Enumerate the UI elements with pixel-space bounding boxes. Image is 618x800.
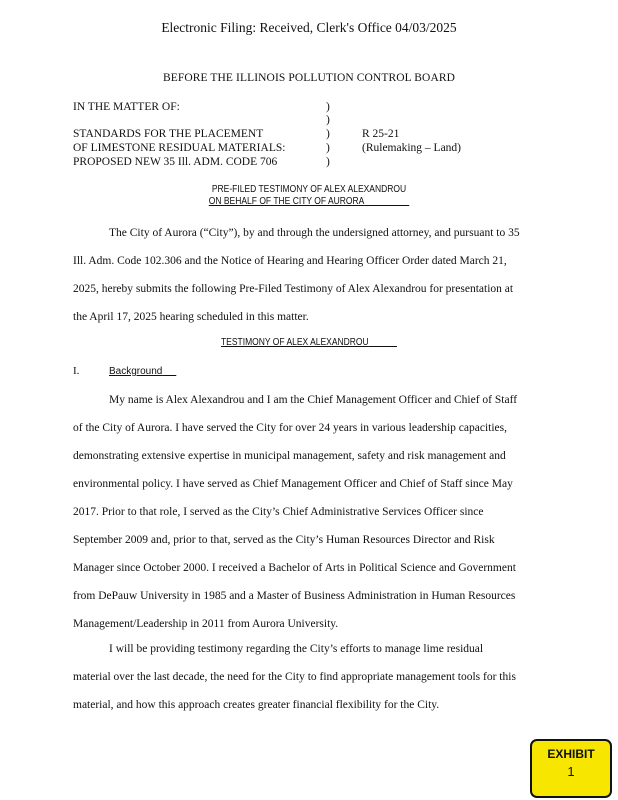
- paragraph-line: 2017. Prior to that role, I served as the City’s Chief Administrative Services Officer since: [73, 506, 484, 518]
- caption-paren: ): [326, 156, 330, 168]
- document-title: [46, 184, 571, 208]
- paragraph-line: environmental policy. I have served as Chief Management Officer and Chief of Staff since May: [73, 478, 513, 490]
- board-heading: BEFORE THE ILLINOIS POLLUTION CONTROL BOARD: [162, 72, 456, 84]
- caption-paren: ): [326, 114, 330, 126]
- intro-paragraph: [73, 219, 543, 331]
- paragraph-line: September 2009 and, prior to that, served as the City’s Human Resources Director and Risk: [73, 534, 495, 546]
- paragraph-line: The City of Aurora (“City”), by and through the undersigned attorney, and pursuant to 35: [109, 227, 520, 239]
- filing-stamp: Electronic Filing: Received, Clerk's Office 04/03/2025: [161, 20, 457, 35]
- document-title-line-2: [46, 196, 571, 208]
- caption-line-3: PROPOSED NEW 35 Ill. ADM. CODE 706: [73, 156, 278, 168]
- caption-line-1: STANDARDS FOR THE PLACEMENT: [73, 128, 264, 140]
- document-title-line-1: PRE-FILED TESTIMONY OF ALEX ALEXANDROU: [211, 184, 407, 195]
- paragraph-line: demonstrating extensive expertise in municipal management, safety and risk management and: [73, 450, 506, 462]
- caption-line-2: OF LIMESTONE RESIDUAL MATERIALS:: [73, 142, 286, 154]
- exhibit-sticker: [530, 739, 612, 798]
- efforts-paragraph: [73, 635, 543, 719]
- exhibit-label: EXHIBIT: [547, 747, 595, 761]
- paragraph-line: Ill. Adm. Code 102.306 and the Notice of Hearing and Hearing Officer Order dated March 21,: [73, 255, 507, 267]
- proceeding-type: (Rulemaking – Land): [362, 142, 462, 154]
- testimony-heading: [46, 337, 571, 348]
- paragraph-line: Manager since October 2000. I received a Bachelor of Arts in Political Science and Government: [73, 562, 516, 574]
- paragraph-line: 2025, hereby submits the following Pre-Filed Testimony of Alex Alexandrou for presentation at: [73, 283, 514, 295]
- caption-paren: ): [326, 128, 330, 140]
- section-title-text: Background: [109, 366, 163, 377]
- caption-paren: ): [326, 101, 330, 113]
- matter-label: IN THE MATTER OF:: [73, 101, 180, 113]
- caption-paren: ): [326, 142, 330, 154]
- section-title: [109, 366, 176, 377]
- section-number: I.: [73, 365, 80, 377]
- paragraph-line: the April 17, 2025 hearing scheduled in this matter.: [73, 311, 309, 323]
- testimony-heading-text: TESTIMONY OF ALEX ALEXANDROU: [220, 337, 369, 348]
- exhibit-number: 1: [567, 764, 575, 779]
- docket-number: R 25-21: [362, 128, 400, 140]
- paragraph-line: I will be providing testimony regarding the City’s efforts to manage lime residual: [109, 643, 484, 655]
- paragraph-line: from DePauw University in 1985 and a Master of Business Administration in Human Resources: [73, 590, 516, 602]
- paragraph-line: of the City of Aurora. I have served the City for over 24 years in various leadership capacities,: [73, 422, 507, 434]
- paragraph-line: material over the last decade, the need for the City to find appropriate management tools for this: [73, 671, 516, 683]
- background-paragraph: [73, 386, 543, 638]
- paragraph-line: My name is Alex Alexandrou and I am the Chief Management Officer and Chief of Staff: [109, 394, 518, 406]
- paragraph-line: Management/Leadership in 2011 from Aurora University.: [73, 618, 339, 630]
- paragraph-line: material, and how this approach creates greater financial flexibility for the City.: [73, 699, 440, 711]
- document-title-line-2-text: ON BEHALF OF THE CITY OF AURORA: [208, 196, 365, 207]
